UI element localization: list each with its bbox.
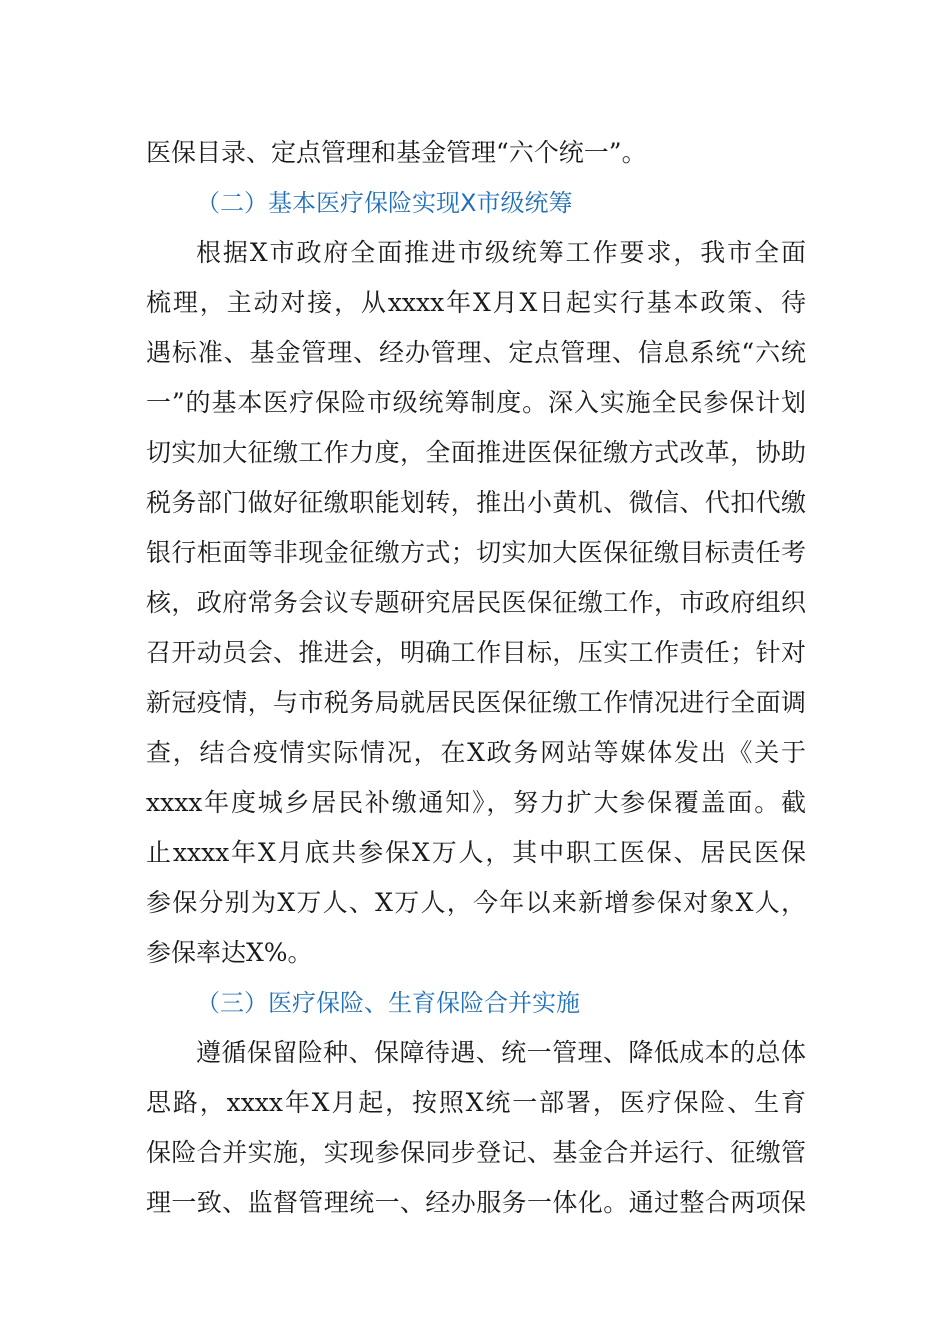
- body-text-line: 医保目录、定点管理和基金管理“六个统一”。: [146, 138, 647, 167]
- section-heading-3: （三）医疗保险、生育保险合并实施: [196, 989, 580, 1017]
- body-text-line: 新冠疫情，与市税务局就居民医保征缴工作情况进行全面调: [146, 688, 806, 717]
- body-text-line: 止xxxx年X月底共参保X万人，其中职工医保、居民医保: [146, 838, 806, 867]
- body-text-line: xxxx年度城乡居民补缴通知》，努力扩大参保覆盖面。截: [146, 788, 806, 817]
- body-text-line: 召开动员会、推进会，明确工作目标，压实工作责任；针对: [146, 638, 806, 667]
- section-heading-2: （二）基本医疗保险实现X市级统筹: [196, 189, 573, 217]
- body-text-line: 参保率达X%。: [146, 938, 313, 967]
- body-text-line: 查，结合疫情实际情况，在X政务网站等媒体发出《关于: [146, 738, 806, 767]
- body-text-line: 参保分别为X万人、X万人，今年以来新增参保对象X人，: [146, 888, 806, 917]
- body-text-line: 理一致、监督管理统一、经办服务一体化。通过整合两项保: [146, 1188, 806, 1217]
- body-text-line: 切实加大征缴工作力度，全面推进医保征缴方式改革，协助: [146, 438, 806, 467]
- body-text-line: 思路，xxxx年X月起，按照X统一部署，医疗保险、生育: [146, 1088, 806, 1117]
- body-text-line: 一”的基本医疗保险市级统筹制度。深入实施全民参保计划: [146, 388, 806, 417]
- body-text-line: 梳理，主动对接，从xxxx年X月X日起实行基本政策、待: [146, 288, 806, 317]
- body-text-line: 遇标准、基金管理、经办管理、定点管理、信息系统“六统: [146, 338, 806, 367]
- body-text-line: 税务部门做好征缴职能划转，推出小黄机、微信、代扣代缴: [146, 488, 806, 517]
- body-text-line: 遵循保留险种、保障待遇、统一管理、降低成本的总体: [196, 1038, 806, 1067]
- body-text-line: 核，政府常务会议专题研究居民医保征缴工作，市政府组织: [146, 588, 806, 617]
- body-text-line: 保险合并实施，实现参保同步登记、基金合并运行、征缴管: [146, 1138, 806, 1167]
- body-text-line: 银行柜面等非现金征缴方式；切实加大医保征缴目标责任考: [146, 538, 806, 567]
- body-text-line: 根据X市政府全面推进市级统筹工作要求，我市全面: [196, 238, 806, 267]
